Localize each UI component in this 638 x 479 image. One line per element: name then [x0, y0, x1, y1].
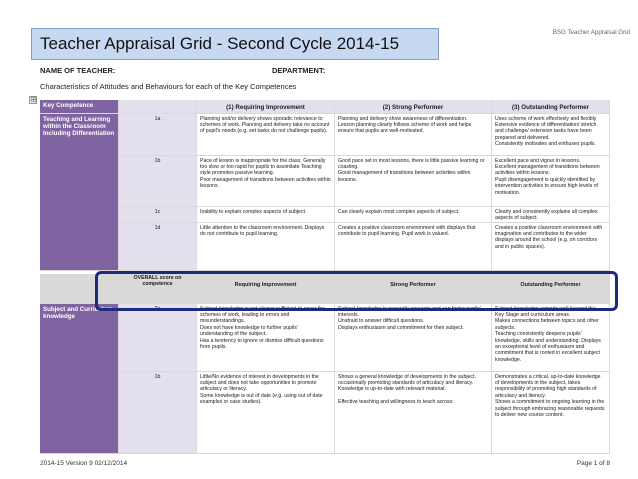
overall-label: OVERALL score on competence — [119, 274, 197, 304]
table-row — [40, 207, 610, 223]
header-requiring: (1) Requiring Improvement — [197, 100, 335, 114]
section-title-teaching: Teaching and Learning within the Classroom Including Differentiation — [40, 114, 119, 271]
row-id: 1b — [119, 156, 197, 207]
overall-requiring-option[interactable]: Requiring Improvement — [197, 274, 335, 304]
outstanding-cell: Uses scheme of work effectively and flexibly Extensive evidence of differentiation/ stretch and challenge/ extension tasks have been prepared and delivered. Consistently motivates and enthuses pupils. — [492, 114, 610, 156]
requiring-cell: Inability to explain complex aspects of subject. — [197, 207, 335, 223]
table-row — [40, 223, 610, 271]
requiring-cell: Little attention to the classroom environment. Displays do not contribute to pupil learning. — [197, 223, 335, 271]
row-id: 2a — [119, 304, 197, 372]
outstanding-cell: Excellent pace and vigour in lessons. Excellent management of transitions between activities within lessons. Pupil disengagement is quickly identified by intervention activities to ensure high levels of motivation. — [492, 156, 610, 207]
strong-cell: Shows a general knowledge of developments in the subject, occasionally promoting standards of articulacy and literacy. Knowledge is up-to-date with relevant material. Effective teaching and willingness to teach across: — [335, 372, 492, 454]
requiring-cell: Pace of lesson is inappropriate for the class. Generally too slow or too rapid for pupils to assimilate Teaching style promotes passive learning. Poor management of transitions between activities within lessons. — [197, 156, 335, 207]
outstanding-cell: Clearly and consistently explains all complex aspects of subject. — [492, 207, 610, 223]
strong-cell: Planning and delivery show awareness of differentiation. Lesson planning clearly follows scheme of work and helps ensure that pupils are well-motivated. — [335, 114, 492, 156]
overall-row-highlight — [95, 271, 618, 311]
strong-cell: Subject knowledge is generally accurate and can foster pupils' interests. Unafraid to answer difficult questions. Displays enthusiasm and commitment for their subject. — [335, 304, 492, 372]
strong-cell: Good pace set in most lessons, there is little passive learning or coasting. Good management of transitions between activities within lessons. — [335, 156, 492, 207]
row-id: 1a — [119, 114, 197, 156]
requiring-cell: Subject knowledge is not always sufficient to cover the schemes of work, leading to errors and misunderstandings. Does not have knowledge to further pupils' understanding of the subject. Has a tendency to ignore or dismiss difficult questions from pupils. — [197, 304, 335, 372]
table-row — [40, 156, 610, 207]
table-row — [40, 304, 610, 372]
overall-outstanding-option[interactable]: Outstanding Performer — [492, 274, 610, 304]
outstanding-cell: Demonstrates a critical, up-to-date knowledge of developments in the subject, takes responsibility of promoting high standards of articulacy and literacy. Shows a commitment to ongoing learning in the subject through embracing reasonable requests to deliver new course content. — [492, 372, 610, 454]
row-id: 1b — [119, 372, 197, 454]
footer-version: 2014-15 Version 9 02/12/2014 — [40, 460, 128, 467]
table-row — [40, 114, 610, 156]
header-strong: (2) Strong Performer — [335, 100, 492, 114]
grid-subtitle: Characteristics of Attitudes and Behaviours for each of the Key Competences — [40, 82, 297, 91]
outstanding-cell: Creates a positive classroom environment with imagination and contributes to the wider displays around the school (e.g. on corridors and in public spaces). — [492, 223, 610, 271]
page-title: Teacher Appraisal Grid - Second Cycle 2014-15 — [31, 28, 439, 60]
teacher-name-label: NAME OF TEACHER: — [40, 66, 116, 75]
department-label: DEPARTMENT: — [272, 66, 326, 75]
header-outstanding: (3) Outstanding Performer — [492, 100, 610, 114]
row-id: 1d — [119, 223, 197, 271]
header-id-cell — [119, 100, 197, 114]
strong-cell: Can clearly explain most complex aspects of subject. — [335, 207, 492, 223]
requiring-cell: Little/No evidence of interest in developments in the subject and does not take opportunities to promote articulacy or literacy. Some knowledge is out of date (e.g. using out of date examples or case studies). — [197, 372, 335, 454]
row-id: 1c — [119, 207, 197, 223]
outstanding-cell: Subject knowledge extends well beyond the Key Stage and curriculum areas. Makes connections between topics and other subjects. Teaching consistently deepens pupils' knowledge, skills and understanding. Displays an exceptional level of enthusiasm and commitment that is rooted in excellent subject knowledge. — [492, 304, 610, 372]
grid-header-row — [40, 100, 610, 114]
expand-icon[interactable]: ⊞ — [30, 95, 37, 104]
overall-strong-option[interactable]: Strong Performer — [335, 274, 492, 304]
requiring-cell: Planning and/or delivery shows sporadic relevance to schemes of work. Planning and delivery take no account of pupil's needs (e.g. set tasks do not challenge pupils). — [197, 114, 335, 156]
footer-page-number: Page 1 of 8 — [576, 460, 610, 467]
table-row — [40, 372, 610, 454]
strong-cell: Creates a positive classroom environment with displays that contribute to pupil learning. Pupil work is valued. — [335, 223, 492, 271]
document-brand: BSG Teacher Appraisal Grid — [552, 29, 630, 36]
section-title-subject: Subject and Curriculum knowledge — [40, 304, 119, 454]
header-key-competence: Key Competence — [40, 100, 119, 114]
